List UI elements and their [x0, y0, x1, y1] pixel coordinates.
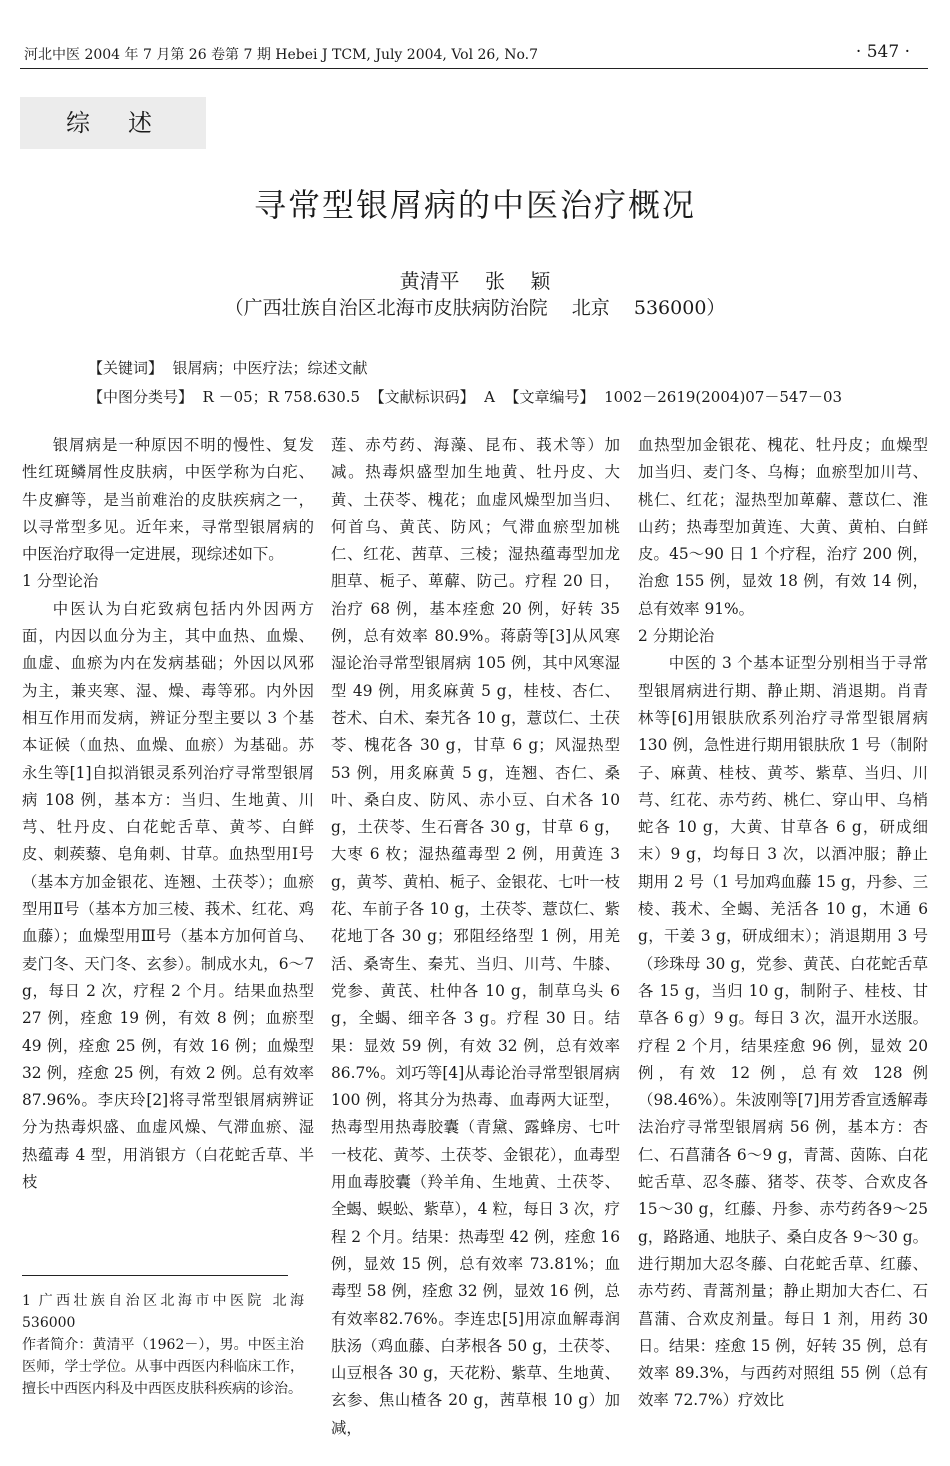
body-paragraph: 中医的 3 个基本证型分别相当于寻常型银屑病进行期、静止期、消退期。肖青林等[6]用银肤欣系列治疗寻常型银屑病 130 例，急性进行期用银肤欣 1 号（制附子、麻黄、桂枝、黄芩、紫草、当归、川芎、红花、赤芍药、桃仁、穿山甲、乌梢蛇各 10 g，大黄、甘草各 6 g，研成细末）9 g，均每日 3 次，以酒冲服；静止期用 2 号（1 号加鸡血藤 15 g，丹参、三棱、莪术、全蝎、羌活各 10 g，木通 6 g，干姜 3 g，研成细末）；消退期用 3 号（珍珠母 30 g，党参、黄芪、白花蛇舌草各 15 g，当归 10 g，制附子、桂枝、甘草各 6 g）9 g。每日 3 次，温开水送服。疗程 2 个月，结果痊愈 96 例，显效 20 例，有效 12 例，总有效 128 例（98.46%）。朱波刚等[7]用芳香宣透解毒法治疗寻常型银屑病 56 例，基本方：杏仁、石菖蒲各 6～9 g，青蒿、茵陈、白花蛇舌草、忍冬藤、猪苓、茯苓、合欢皮各 15～30 g，红藤、丹参、赤芍药各9～25 g，路路通、地肤子、桑白皮各 9～30 g。进行期加大忍冬藤、白花蛇舌草、红藤、赤芍药、青蒿剂量；静止期加大杏仁、石菖蒲、合欢皮剂量。每日 1 剂，用药 30 日。结果：痊愈 15 例，好转 35 例，总有效率 89.3%，与西药对照组 55 例（总有效率 72.7%）疗效比 [638, 654, 928, 1410]
text-column-3 [638, 432, 928, 1415]
authors: 黄清平 张 颖 [399, 269, 551, 293]
page-number: · 547 · [855, 42, 910, 62]
section-heading: 1 分型论治 [22, 572, 99, 591]
body-paragraph: 血热型加金银花、槐花、牡丹皮；血燥型加当归、麦门冬、乌梅；血瘀型加川芎、桃仁、红花；湿热型加萆薢、薏苡仁、淮山药；热毒型加黄连、大黄、黄柏、白鲜皮。45～90 日 1 个疗程，治疗 200 例，治愈 155 例，显效 18 例，有效 14 例，总有效率 91%。 [638, 436, 928, 618]
body-paragraph: 银屑病是一种原因不明的慢性、复发性红斑鳞屑性皮肤病，中医学称为白疕、牛皮癣等，是当前难治的皮肤疾病之一，以寻常型多见。近年来，寻常型银屑病的中医治疗取得一定进展，现综述如下。 [22, 436, 314, 564]
footnote-rule [22, 1275, 288, 1276]
text-column-1 [22, 432, 314, 1196]
section-label: 综述 [20, 97, 206, 149]
affiliation: （广西壮族自治区北海市皮肤病防治院 北京 536000） [224, 297, 726, 319]
body-paragraph: 中医认为白疕致病包括内外因两方面，内因以血分为主，其中血热、血燥、血虚、血瘀为内在发病基础；外因以风邪为主，兼夹寒、湿、燥、毒等邪。内外因相互作用而发病，辨证分型主要以 3 个基本证候（血热、血燥、血瘀）为基础。苏永生等[1]自拟消银灵系列治疗寻常型银屑病 108 例，基本方：当归、生地黄、川芎、牡丹皮、白花蛇舌草、黄芩、白鲜皮、刺蒺藜、皂角刺、甘草。血热型用Ⅰ号（基本方加金银花、连翘、土茯苓）；血瘀型用Ⅱ号（基本方加三棱、莪术、红花、鸡血藤）；血燥型用Ⅲ号（基本方加何首乌、麦门冬、天门冬、玄参）。制成水丸，6～7 g，每日 2 次，疗程 2 个月。结果血热型 27 例，痊愈 19 例，有效 8 例；血瘀型 49 例，痊愈 25 例，有效 16 例；血燥型 32 例，痊愈 25 例，有效 2 例。总有效率 87.96%。李庆玲[2]将寻常型银屑病辨证分为热毒炽盛、血虚风燥、气滞血瘀、湿热蕴毒 4 型，用消银方（白花蛇舌草、半枝 [22, 599, 314, 1192]
text-column-2 [331, 432, 620, 1442]
article-title: 寻常型银屑病的中医治疗概况 [253, 186, 696, 224]
body-paragraph: 莲、赤芍药、海藻、昆布、莪术等）加减。热毒炽盛型加生地黄、牡丹皮、大黄、土茯苓、槐花；血虚风燥型加当归、何首乌、黄芪、防风；气滞血瘀型加桃仁、红花、茜草、三棱；湿热蕴毒型加龙胆草、栀子、萆薢、防己。疗程 20 日，治疗 68 例，基本痊愈 20 例，好转 35 例，总有效率 80.9%。蒋蔚等[3]从风寒湿论治寻常型银屑病 105 例，其中风寒湿型 49 例，用炙麻黄 5 g，桂枝、杏仁、苍术、白术、秦艽各 10 g，薏苡仁、土茯苓、槐花各 30 g，甘草 6 g；风湿热型 53 例，用炙麻黄 5 g，连翘、杏仁、桑叶、桑白皮、防风、赤小豆、白术各 10 g，土茯苓、生石膏各 30 g，甘草 6 g，大枣 6 枚；湿热蕴毒型 2 例，用黄连 3 g，黄芩、黄柏、栀子、金银花、七叶一枝花、车前子各 10 g，土茯苓、薏苡仁、紫花地丁各 30 g；邪阻经络型 1 例，用羌活、桑寄生、秦艽、当归、川芎、牛膝、党参、黄芪、杜仲各 10 g，制草乌头 6 g，全蝎、细辛各 3 g。疗程 30 日。结果：显效 59 例，有效 32 例，总有效率 86.7%。刘巧等[4]从毒论治寻常型银屑病 100 例，将其分为热毒、血毒两大证型，热毒型用热毒胶囊（青黛、露蜂房、七叶一枝花、黄芩、土茯苓、金银花），血毒型用血毒胶囊（羚羊角、生地黄、土茯苓、全蝎、蜈蚣、紫草），4 粒，每日 3 次，疗程 2 个月。结果：热毒型 42 例，痊愈 16 例，显效 15 例，总有效率 73.81%；血毒型 58 例，痊愈 32 例，显效 16 例，总有效率82.76%。李连忠[5]用凉血解毒润肤汤（鸡血藤、白茅根各 50 g，土茯苓、山豆根各 30 g，天花粉、紫草、生地黄、玄参、焦山楂各 20 g，茜草根 10 g）加减， [331, 436, 620, 1437]
section-heading: 2 分期论治 [638, 627, 715, 646]
footnote-author-bio: 作者简介：黄清平（1962－），男。中医主治医师，学士学位。从事中西医内科临床工作，擅长中西医内科及中西医皮肤科疾病的诊治。 [22, 1337, 304, 1397]
footnotes [22, 1290, 304, 1400]
header-rule [20, 68, 928, 69]
footnote-affiliation: 1 广西壮族自治区北海市中医院 北海 536000 [22, 1293, 304, 1331]
keywords: 【关键词】 银屑病；中医疗法；综述文献 [88, 359, 368, 377]
journal-header: 河北中医 2004 年 7 月第 26 卷第 7 期 Hebei J TCM, July 2004, Vol 26, No.7 [24, 47, 539, 63]
classification-line: 【中图分类号】 R －05；R 758.630.5 【文献标识码】 A 【文章编号】 1002－2619(2004)07－547－03 [88, 388, 843, 406]
